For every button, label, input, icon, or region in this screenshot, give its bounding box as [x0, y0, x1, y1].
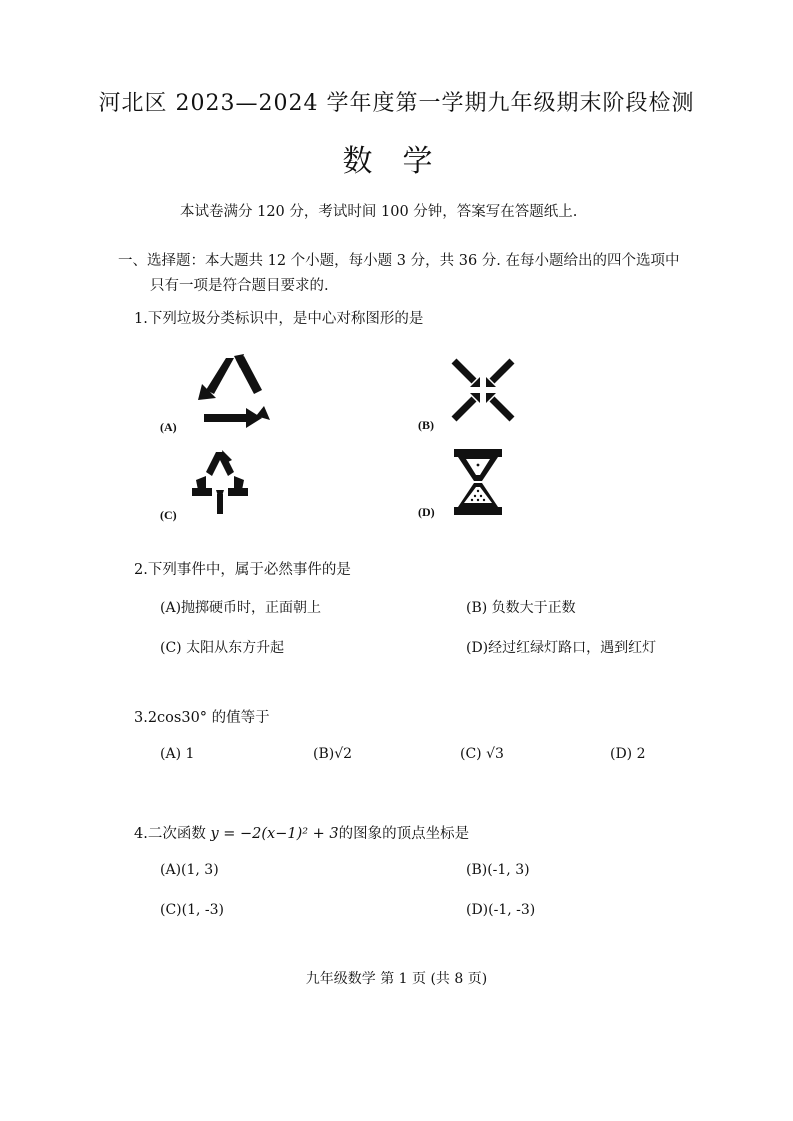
question-4-option-a: (A)(1, 3): [160, 862, 219, 878]
question-3-stem: 3.2cos30° 的值等于: [134, 710, 270, 726]
arrows-inward-cross-icon: [450, 357, 516, 423]
subject-title: 数学: [342, 144, 463, 179]
question-2-option-d: (D)经过红绿灯路口，遇到红灯: [466, 640, 657, 656]
question-2-option-a: (A)抛掷硬币时，正面朝上: [160, 600, 322, 616]
question-3-option-d: (D) 2: [610, 746, 646, 762]
question-1-option-c-label: (C): [160, 508, 177, 522]
section-heading-line1: 一、选择题：本大题共 12 个小题，每小题 3 分，共 36 分. 在每小题给出的四个选项中: [118, 253, 680, 269]
question-4-option-d: (D)(-1, -3): [466, 902, 536, 918]
question-1-stem: 1.下列垃圾分类标识中，是中心对称图形的是: [134, 311, 424, 327]
question-2-option-c: (C) 太阳从东方升起: [160, 640, 285, 656]
question-2-stem: 2.下列事件中，属于必然事件的是: [134, 562, 351, 578]
question-3-option-b: (B)√2: [313, 746, 353, 762]
question-1-option-b-label: (B): [418, 418, 434, 432]
section-heading-line2: 只有一项是符合题目要求的.: [150, 278, 329, 294]
question-2-option-b: (B) 负数大于正数: [466, 600, 576, 616]
question-1-option-d-label: (D): [418, 505, 435, 519]
hourglass-icon: [452, 447, 504, 517]
question-3-option-a: (A) 1: [160, 746, 195, 762]
question-4-stem: [134, 822, 469, 843]
question-4-option-c: (C)(1, -3): [160, 902, 225, 918]
question-3-option-c: (C) √3: [460, 746, 504, 762]
exam-title: 河北区 2023—2024 学年度第一学期九年级期末阶段检测: [98, 91, 695, 116]
recycle-triangle-icon: [190, 352, 274, 428]
question-4-stem-prefix: 4.二次函数: [134, 826, 211, 842]
question-4-formula: y = −2(x−1)² + 3: [210, 826, 339, 842]
recycle-triangle-open-icon: [190, 450, 250, 516]
question-4-stem-suffix: 的图象的顶点坐标是: [338, 826, 470, 842]
question-1-option-a-label: (A): [160, 420, 177, 434]
exam-note: 本试卷满分 120 分，考试时间 100 分钟，答案写在答题纸上.: [180, 204, 578, 220]
question-4-option-b: (B)(-1, 3): [466, 862, 530, 878]
page-footer: 九年级数学 第 1 页 (共 8 页): [305, 971, 488, 987]
